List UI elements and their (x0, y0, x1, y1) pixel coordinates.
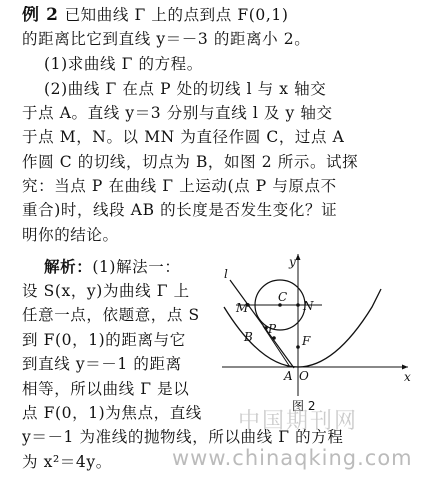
label-n: N (303, 299, 314, 313)
point-p (272, 336, 276, 340)
figure-2-diagram (218, 250, 414, 400)
solution-full-line-1: y＝－1 为准线的抛物线，所以曲线 Γ 的方程 (22, 428, 344, 446)
figure-caption: 图 2 (292, 399, 316, 413)
solution-side-line-3: 到 F(0，1)的距离与它 (22, 331, 186, 349)
problem-line-2: 的距离比它到直线 y＝－3 的距离小 2。 (22, 30, 311, 48)
label-l: l (224, 267, 228, 281)
solution-side-line-5: 相等，所以曲线 Γ 是以 (22, 380, 190, 398)
problem-line-5: 于点 A。直线 y＝3 分别与直线 l 及 y 轴交 (22, 104, 333, 122)
solution-side-line-2: 任意一点，依题意，点 S (22, 306, 200, 324)
problem-line-9: 重合)时，线段 AB 的长度是否发生变化？证 (22, 201, 338, 219)
problem-line-8: 究：当点 P 在曲线 Γ 上运动(点 P 与原点不 (22, 177, 337, 195)
x-axis-arrow (402, 365, 408, 370)
label-b: B (244, 330, 253, 344)
point-f (296, 345, 300, 349)
label-c: C (278, 290, 288, 304)
solution-line-1: 解析：(1)解法一： (44, 257, 181, 276)
solution-full-line-2: 为 x²＝4y。 (22, 453, 112, 471)
solution-side-line-4: 到直线 y＝－1 的距离 (22, 355, 182, 373)
label-y: y (289, 255, 296, 269)
watermark-cn: 中国期刊网 (238, 409, 359, 434)
example-label: 例 2 (22, 6, 59, 25)
y-axis-arrow (296, 254, 301, 260)
label-a: A (284, 369, 293, 383)
label-x: x (404, 370, 411, 384)
label-m: M (236, 301, 249, 315)
label-f: F (302, 334, 311, 348)
solution-label: 解析： (44, 257, 93, 276)
solution-side-line-1: 设 S(x，y)为曲线 Γ 上 (22, 282, 190, 300)
problem-line-6: 于点 M，N。以 MN 为直径作圆 C，过点 A (22, 128, 345, 146)
problem-line-10: 明你的结论。 (22, 226, 119, 244)
problem-line-7: 作圆 C 的切线，切点为 B，如图 2 所示。试探 (22, 153, 359, 171)
solution-side-line-6: 点 F(0，1)为焦点，直线 (22, 404, 202, 422)
label-p: P (268, 322, 277, 336)
problem-line-4: (2)曲线 Γ 在点 P 处的切线 l 与 x 轴交 (44, 80, 327, 98)
problem-line-1: 例 2 已知曲线 Γ 上的点到点 F(0,1) (22, 6, 289, 25)
label-o: O (299, 369, 309, 383)
point-n (296, 303, 300, 307)
problem-line-3: (1)求曲线 Γ 的方程。 (44, 55, 203, 73)
watermark-url: www.chinaqking.com (172, 446, 413, 470)
